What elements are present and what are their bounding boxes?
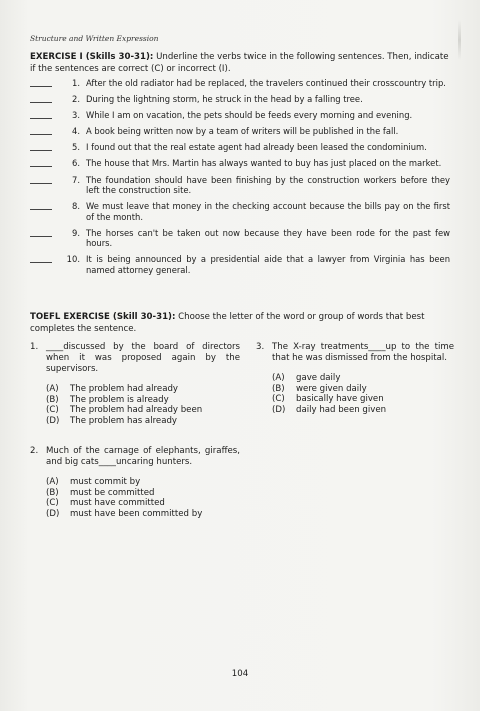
option-d[interactable]: [46, 509, 240, 520]
option-label: (C): [272, 394, 285, 405]
question-text: Much of the carnage of elephants, giraffes, and big cats____uncaring hunters.: [46, 446, 240, 467]
section-header: Structure and Written Expression: [30, 34, 159, 43]
answer-blank[interactable]: [30, 110, 52, 119]
item-number: 6.: [72, 158, 80, 169]
item-text: While I am on vacation, the pets should be feeds every morning and evening.: [86, 110, 413, 121]
option-a[interactable]: [272, 373, 454, 384]
option-b[interactable]: [46, 488, 240, 499]
question-text: ____discussed by the board of directors when it was proposed again by the supervisors.: [46, 342, 240, 374]
option-text: were given daily: [296, 383, 367, 394]
item-number: 3.: [72, 110, 80, 121]
option-label: (B): [46, 394, 59, 405]
option-text: must be committed: [70, 487, 155, 498]
toefl-exercise-instructions: [30, 311, 450, 335]
item-text: During the lightning storm, he struck in the head by a falling tree.: [86, 94, 363, 105]
paper-mark: [458, 20, 461, 60]
question-3: [256, 342, 454, 415]
exercise-1-title: EXERCISE I (Skills 30-31):: [30, 52, 154, 62]
exercise-1-instructions: [30, 51, 450, 75]
answer-blank[interactable]: [30, 158, 52, 167]
page-number: 104: [231, 669, 249, 679]
answer-blank[interactable]: [30, 175, 52, 184]
answer-blank[interactable]: [30, 228, 52, 237]
list-item: [30, 228, 450, 249]
option-label: (D): [272, 404, 286, 415]
option-a[interactable]: [46, 477, 240, 488]
question-number: 2.: [30, 446, 39, 456]
item-text: The house that Mrs. Martin has always wanted to buy has just placed on the market.: [86, 158, 442, 169]
option-c[interactable]: [272, 394, 454, 405]
item-number: 2.: [72, 94, 80, 105]
question-text: The X-ray treatments____up to the time that he was dismissed from the hospital.: [272, 342, 454, 363]
question-1: [30, 342, 240, 426]
option-text: basically have given: [296, 394, 384, 405]
option-text: The problem had already been: [70, 405, 203, 416]
item-number: 9.: [72, 227, 80, 238]
option-text: must have committed: [70, 498, 165, 509]
option-b[interactable]: [272, 384, 454, 395]
list-item: [30, 175, 450, 196]
option-label: (D): [46, 508, 60, 519]
option-text: must have been committed by: [70, 508, 203, 519]
option-d[interactable]: [46, 416, 240, 427]
option-label: (C): [46, 405, 59, 416]
option-d[interactable]: [272, 405, 454, 416]
item-number: 5.: [72, 142, 80, 153]
option-label: (A): [46, 384, 59, 394]
item-text: After the old radiator had be replaced, the travelers continued their crosscountry trip.: [86, 78, 446, 88]
exercise-1-directions: Underline the verbs twice in the following sentences. Then, indicate if the sentences are correct (C) or incorrect (I).: [30, 52, 449, 74]
exercise-1-items: [30, 78, 450, 281]
list-item: [30, 126, 450, 137]
item-text: I found out that the real estate agent had already been leased the condominium.: [86, 142, 427, 153]
option-label: (C): [46, 498, 59, 509]
option-text: The problem is already: [70, 394, 169, 405]
item-text: A book being written now by a team of writers will be published in the fall.: [86, 126, 399, 137]
option-text: The problem had already: [70, 384, 178, 394]
option-c[interactable]: [46, 405, 240, 416]
option-label: (A): [272, 373, 285, 383]
question-2: [30, 446, 240, 519]
option-label: (B): [46, 487, 59, 498]
item-text: It is being announced by a presidential aide that a lawyer from Virginia has been named attorney general.: [86, 254, 450, 275]
list-item: [30, 201, 450, 222]
toefl-exercise-directions: Choose the letter of the word or group of words that best completes the sentence.: [30, 312, 425, 334]
question-number: 1.: [30, 342, 39, 352]
answer-blank[interactable]: [30, 254, 52, 263]
list-item: [30, 254, 450, 275]
option-label: (A): [46, 477, 59, 487]
item-text: We must leave that money in the checking account because the bills pay on the first of the month.: [86, 201, 450, 222]
list-item: [30, 110, 450, 121]
item-number: 8.: [72, 201, 80, 212]
option-text: gave daily: [296, 373, 341, 383]
item-number: 4.: [72, 126, 80, 137]
answer-options: [46, 384, 240, 426]
answer-blank[interactable]: [30, 78, 52, 87]
option-text: The problem has already: [70, 415, 178, 426]
list-item: [30, 142, 450, 153]
option-b[interactable]: [46, 395, 240, 406]
answer-blank[interactable]: [30, 142, 52, 151]
answer-blank[interactable]: [30, 201, 52, 210]
option-a[interactable]: [46, 384, 240, 395]
item-text: The foundation should have been finishing by the construction workers before they left the construction site.: [86, 174, 450, 196]
item-number: 1.: [72, 78, 80, 88]
item-text: The horses can't be taken out now because they have been rode for the past few hours.: [86, 227, 450, 249]
toefl-exercise-title: TOEFL EXERCISE (Skill 30-31):: [30, 312, 176, 322]
option-label: (D): [46, 415, 60, 426]
answer-options: [272, 373, 454, 415]
question-number: 3.: [256, 342, 265, 352]
answer-options: [46, 477, 240, 519]
list-item: [30, 94, 450, 105]
option-text: daily had been given: [296, 404, 387, 415]
item-number: 10.: [66, 254, 80, 265]
option-text: must commit by: [70, 477, 141, 487]
list-item: [30, 158, 450, 169]
answer-blank[interactable]: [30, 126, 52, 135]
option-label: (B): [272, 383, 285, 394]
answer-blank[interactable]: [30, 94, 52, 103]
item-number: 7.: [72, 174, 80, 185]
option-c[interactable]: [46, 498, 240, 509]
list-item: [30, 78, 450, 89]
